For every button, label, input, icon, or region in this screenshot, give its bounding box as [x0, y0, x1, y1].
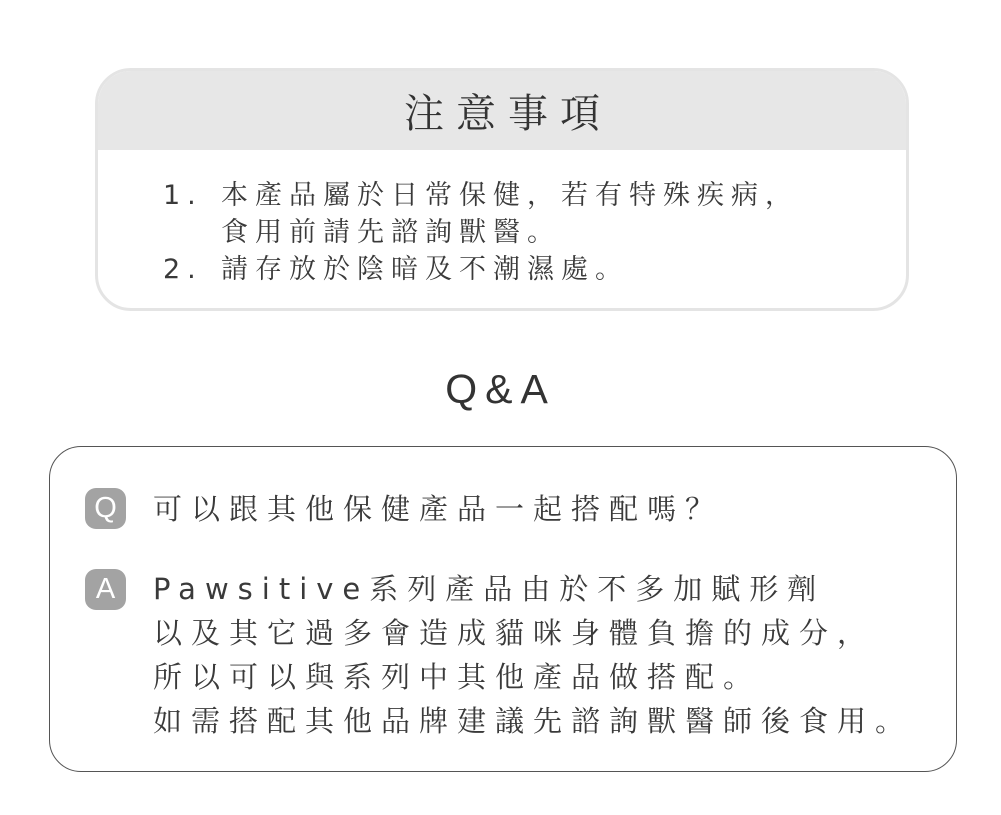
- notice-card: [95, 68, 909, 311]
- notice-item-text: 本產品屬於日常保健，若有特殊疾病，: [221, 180, 799, 211]
- answer-line: 以及其它過多會造成貓咪身體負擔的成分，: [153, 616, 876, 650]
- notice-item-text: 請存放於陰暗及不潮濕處。: [221, 254, 629, 285]
- notice-item-text: 食用前請先諮詢獸醫。: [221, 217, 561, 248]
- notice-item-number: 2.: [163, 254, 203, 285]
- notice-item: [163, 251, 799, 288]
- question-badge: Q: [85, 488, 126, 529]
- answer-text: [153, 567, 913, 743]
- qa-card: [49, 446, 957, 772]
- answer-line: 所以可以與系列中其他產品做搭配。: [153, 660, 762, 694]
- notice-item-number: 1.: [163, 180, 203, 211]
- notice-list: [163, 177, 799, 288]
- answer-line: Pawsitive系列產品由於不多加賦形劑: [153, 572, 826, 606]
- notice-title: 注意事項: [404, 91, 612, 137]
- answer-badge: A: [85, 569, 126, 610]
- qa-title: Q&A: [445, 366, 556, 412]
- notice-header: [98, 71, 906, 150]
- answer-line: 如需搭配其他品牌建議先諮詢獸醫師後食用。: [153, 704, 914, 738]
- notice-item: [163, 177, 799, 251]
- question-text: 可以跟其他保健產品一起搭配嗎？: [153, 492, 724, 526]
